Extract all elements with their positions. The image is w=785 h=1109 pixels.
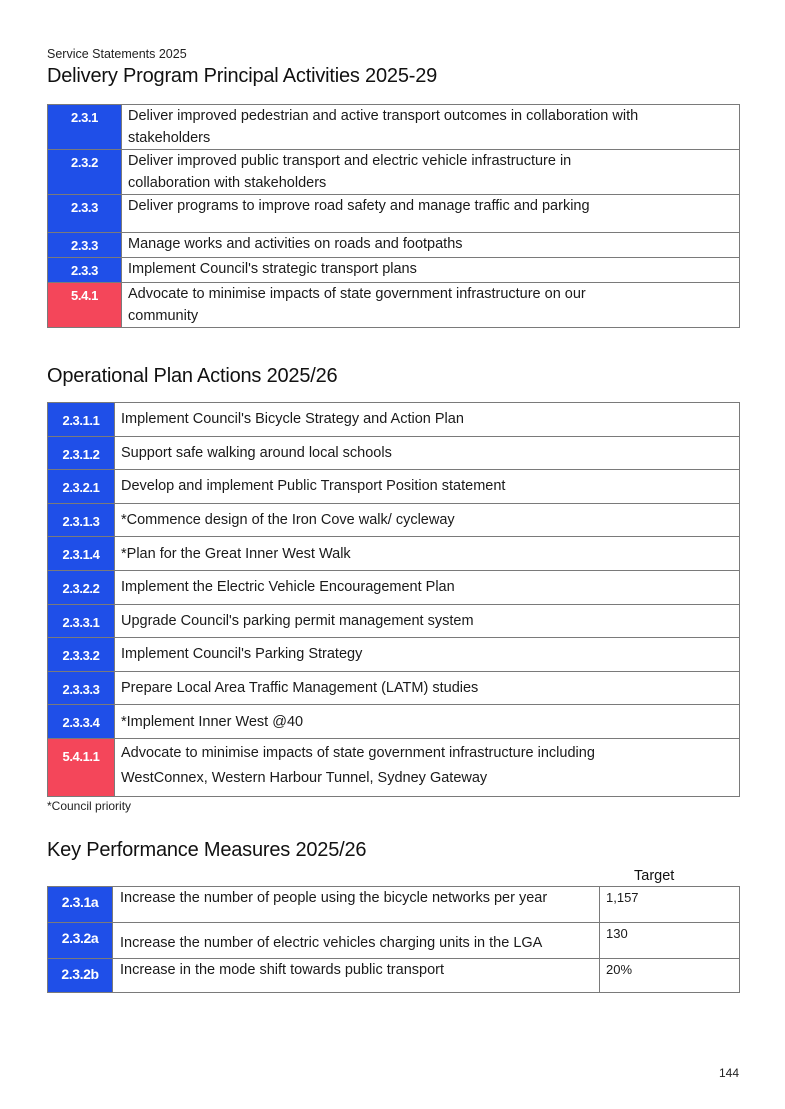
action-code: 2.3.1.1 [48,403,115,437]
action-code: 2.3.3.3 [48,671,115,705]
action-text: Support safe walking around local schools [115,436,740,470]
kpm-target: 130 [600,923,740,959]
kpm-target: 20% [600,959,740,993]
action-code: 2.3.1.2 [48,436,115,470]
action-code: 2.3.3.1 [48,604,115,638]
action-text: *Commence design of the Iron Cove walk/ cycleway [115,503,740,537]
table-row [48,705,740,739]
activity-text: Implement Council's strategic transport plans [122,258,740,283]
table-row [48,570,740,604]
action-text: Upgrade Council's parking permit management system [115,604,740,638]
action-code: 5.4.1.1 [48,738,115,796]
action-code: 2.3.3.2 [48,638,115,672]
action-code: 2.3.3.4 [48,705,115,739]
action-code: 2.3.2.2 [48,570,115,604]
table-row [48,403,740,437]
kpm-target: 1,157 [600,887,740,923]
doc-title: Service Statements 2025 [47,47,187,61]
activity-code: 2.3.3 [48,195,122,233]
table-row [48,195,740,233]
table-row [48,105,740,150]
action-text: Prepare Local Area Traffic Management (LATM) studies [115,671,740,705]
table-row [48,959,740,993]
action-code: 2.3.2.1 [48,470,115,504]
action-text: Advocate to minimise impacts of state government infrastructure including WestConnex, Western Harbour Tunnel, Sydney Gateway [115,738,740,796]
table-row [48,233,740,258]
section-title-delivery-program: Delivery Program Principal Activities 2025-29 [47,65,438,87]
kpm-text: Increase in the mode shift towards public transport [113,959,600,993]
action-text: *Plan for the Great Inner West Walk [115,537,740,571]
delivery-program-table [47,104,740,328]
table-row [48,923,740,959]
activity-code: 2.3.1 [48,105,122,150]
kpm-code: 2.3.2a [48,923,113,959]
action-text: *Implement Inner West @40 [115,705,740,739]
activity-text: Manage works and activities on roads and footpaths [122,233,740,258]
table-row [48,503,740,537]
operational-plan-table [47,402,740,797]
table-row [48,638,740,672]
action-text: Implement the Electric Vehicle Encouragement Plan [115,570,740,604]
table-row [48,887,740,923]
activity-code: 2.3.3 [48,233,122,258]
table-row [48,258,740,283]
activity-text: Deliver improved pedestrian and active transport outcomes in collaboration with stakeholders [122,105,740,150]
action-text: Implement Council's Parking Strategy [115,638,740,672]
page-number: 144 [719,1066,740,1080]
action-text: Develop and implement Public Transport Position statement [115,470,740,504]
table-row [48,283,740,328]
footnote: *Council priority [47,799,132,813]
action-code: 2.3.1.4 [48,537,115,571]
kpm-code: 2.3.2b [48,959,113,993]
table-row [48,470,740,504]
activity-code: 5.4.1 [48,283,122,328]
activity-text: Deliver programs to improve road safety and manage traffic and parking [122,195,740,233]
activity-code: 2.3.2 [48,150,122,195]
kpm-text: Increase the number of electric vehicles charging units in the LGA [113,923,600,959]
kpm-code: 2.3.1a [48,887,113,923]
table-row [48,537,740,571]
activity-code: 2.3.3 [48,258,122,283]
kpm-table [47,886,740,993]
section-title-operational-plan: Operational Plan Actions 2025/26 [47,365,338,387]
section-title-kpm: Key Performance Measures 2025/26 [47,839,367,861]
action-code: 2.3.1.3 [48,503,115,537]
kpm-text: Increase the number of people using the bicycle networks per year [113,887,600,923]
activity-text: Advocate to minimise impacts of state government infrastructure on our community [122,283,740,328]
target-column-header: Target [634,868,675,884]
table-row [48,604,740,638]
table-row [48,150,740,195]
table-row [48,436,740,470]
action-text: Implement Council's Bicycle Strategy and Action Plan [115,403,740,437]
activity-text: Deliver improved public transport and electric vehicle infrastructure in collaboration with stakeholders [122,150,740,195]
table-row [48,671,740,705]
table-row [48,738,740,796]
